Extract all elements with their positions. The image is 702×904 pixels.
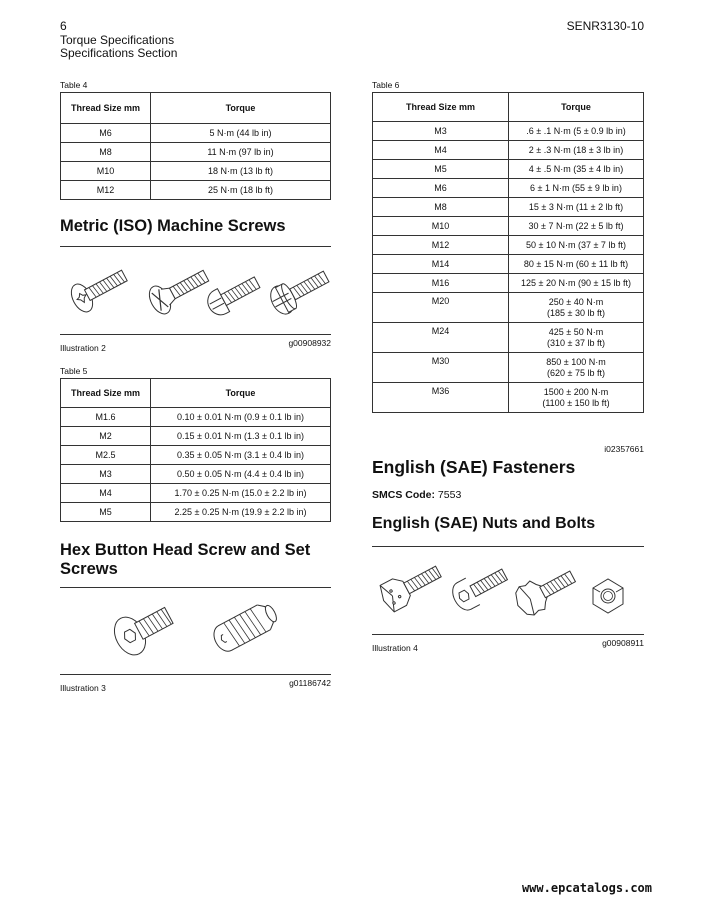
set-screw-icon bbox=[210, 599, 281, 655]
torque-cell: 50 ± 10 N·m (37 ± 7 lb ft) bbox=[509, 236, 644, 255]
table6-header-torque: Torque bbox=[509, 93, 644, 122]
table-row bbox=[373, 293, 644, 323]
table6-caption: Table 6 bbox=[372, 80, 400, 90]
torque-cell: 2 ± .3 N·m (18 ± 3 lb in) bbox=[509, 141, 644, 160]
thread-size-cell: M14 bbox=[373, 255, 509, 274]
thread-size-cell: M4 bbox=[61, 484, 151, 503]
thread-size-cell: M3 bbox=[61, 465, 151, 484]
thread-size-cell: M36 bbox=[373, 383, 509, 413]
table-row bbox=[373, 160, 644, 179]
watermark-link[interactable]: www.epcatalogs.com bbox=[521, 881, 652, 895]
torque-imperial: (310 ± 37 lb ft) bbox=[547, 337, 605, 348]
english-fasteners-heading: English (SAE) Fasteners bbox=[372, 457, 576, 477]
table-row bbox=[61, 465, 331, 484]
illustration-4-code: g00908911 bbox=[602, 638, 644, 648]
machine-screws-illustration bbox=[60, 258, 331, 334]
torque-cell: 1.70 ± 0.25 N·m (15.0 ± 2.2 lb in) bbox=[151, 484, 331, 503]
table5-caption: Table 5 bbox=[60, 366, 88, 376]
table-row bbox=[61, 181, 331, 200]
document-number: SENR3130-10 bbox=[566, 19, 644, 33]
smcs-code bbox=[372, 489, 461, 501]
english-section-ref-code: i02357661 bbox=[604, 444, 644, 454]
thread-size-cell: M8 bbox=[61, 143, 151, 162]
torque-cell bbox=[509, 353, 644, 383]
illustration-2-code: g00908932 bbox=[288, 338, 331, 348]
hex-button-illustration bbox=[60, 596, 331, 672]
torque-cell: 6 ± 1 N·m (55 ± 9 lb in) bbox=[509, 179, 644, 198]
thread-size-cell: M5 bbox=[373, 160, 509, 179]
torque-metric: 850 ± 100 N·m bbox=[546, 356, 606, 367]
torque-cell: 125 ± 20 N·m (90 ± 15 lb ft) bbox=[509, 274, 644, 293]
sae-fasteners-illustration bbox=[372, 556, 644, 632]
torque-cell: .6 ± .1 N·m (5 ± 0.9 lb in) bbox=[509, 122, 644, 141]
torque-cell: 4 ± .5 N·m (35 ± 4 lb in) bbox=[509, 160, 644, 179]
table5 bbox=[60, 378, 331, 522]
torque-metric: 425 ± 50 N·m bbox=[548, 326, 604, 337]
table4-caption: Table 4 bbox=[60, 80, 88, 90]
section-divider bbox=[60, 334, 331, 335]
torque-imperial: (620 ± 75 lb ft) bbox=[547, 367, 605, 378]
section-divider bbox=[60, 246, 331, 247]
thread-size-cell: M12 bbox=[61, 181, 151, 200]
slotted-cheese-head-screw-icon bbox=[266, 263, 331, 318]
table-row bbox=[61, 484, 331, 503]
thread-size-cell: M6 bbox=[373, 179, 509, 198]
torque-cell: 5 N·m (44 lb in) bbox=[151, 124, 331, 143]
torque-imperial: (1100 ± 150 lb ft) bbox=[542, 397, 610, 408]
illustration-2-caption: Illustration 2 bbox=[60, 343, 106, 353]
torque-cell: 30 ± 7 N·m (22 ± 5 lb ft) bbox=[509, 217, 644, 236]
torque-metric: 250 ± 40 N·m bbox=[548, 296, 604, 307]
phillips-flat-head-screw-icon bbox=[145, 262, 213, 317]
table6 bbox=[372, 92, 644, 413]
table-row bbox=[373, 383, 644, 413]
table-row bbox=[373, 353, 644, 383]
smcs-code-label: SMCS Code: bbox=[372, 489, 435, 501]
torque-cell bbox=[509, 323, 644, 353]
illustration-3-caption: Illustration 3 bbox=[60, 683, 106, 693]
table-row bbox=[373, 217, 644, 236]
section-divider bbox=[372, 634, 644, 635]
torque-metric: 1500 ± 200 N·m bbox=[543, 386, 609, 397]
table-row bbox=[373, 198, 644, 217]
section-divider bbox=[372, 546, 644, 547]
table-row bbox=[61, 162, 331, 181]
metric-machine-screws-heading: Metric (ISO) Machine Screws bbox=[60, 217, 286, 235]
torque-cell bbox=[509, 293, 644, 323]
table5-header-torque: Torque bbox=[151, 379, 331, 408]
thread-size-cell: M5 bbox=[61, 503, 151, 522]
table-row bbox=[373, 274, 644, 293]
torque-cell: 0.35 ± 0.05 N·m (3.1 ± 0.4 lb in) bbox=[151, 446, 331, 465]
header-subsection-title: Specifications Section bbox=[60, 46, 178, 60]
twelve-point-bolt-icon bbox=[510, 562, 580, 619]
thread-size-cell: M30 bbox=[373, 353, 509, 383]
hex-nut-icon bbox=[593, 579, 623, 613]
table4-header-torque: Torque bbox=[151, 93, 331, 124]
table-row bbox=[373, 141, 644, 160]
torque-cell: 80 ± 15 N·m (60 ± 11 lb ft) bbox=[509, 255, 644, 274]
torque-cell: 2.25 ± 0.25 N·m (19.9 ± 2.2 lb in) bbox=[151, 503, 331, 522]
hex-button-heading-line2: Screws bbox=[60, 560, 118, 578]
round-head-screw-icon bbox=[203, 271, 263, 319]
torque-cell: 0.10 ± 0.01 N·m (0.9 ± 0.1 lb in) bbox=[151, 408, 331, 427]
table4-header-thread-size: Thread Size mm bbox=[61, 93, 151, 124]
table-row bbox=[61, 446, 331, 465]
hex-button-heading-line1: Hex Button Head Screw and Set bbox=[60, 541, 311, 559]
thread-size-cell: M4 bbox=[373, 141, 509, 160]
torque-cell: 15 ± 3 N·m (11 ± 2 lb ft) bbox=[509, 198, 644, 217]
table-row bbox=[61, 427, 331, 446]
table-row bbox=[373, 236, 644, 255]
thread-size-cell: M3 bbox=[373, 122, 509, 141]
table-row bbox=[61, 408, 331, 427]
section-divider bbox=[60, 674, 331, 675]
table-row bbox=[61, 503, 331, 522]
thread-size-cell: M16 bbox=[373, 274, 509, 293]
table-row bbox=[373, 323, 644, 353]
thread-size-cell: M1.6 bbox=[61, 408, 151, 427]
torque-imperial: (185 ± 30 lb ft) bbox=[547, 307, 605, 318]
thread-size-cell: M6 bbox=[61, 124, 151, 143]
table-row bbox=[61, 143, 331, 162]
hex-head-bolt-icon bbox=[377, 558, 446, 614]
torque-cell: 0.15 ± 0.01 N·m (1.3 ± 0.1 lb in) bbox=[151, 427, 331, 446]
table-row bbox=[373, 179, 644, 198]
section-divider bbox=[60, 587, 331, 588]
thread-size-cell: M10 bbox=[61, 162, 151, 181]
table-row bbox=[61, 124, 331, 143]
illustration-4-caption: Illustration 4 bbox=[372, 643, 418, 653]
torque-cell bbox=[509, 383, 644, 413]
torque-cell: 0.50 ± 0.05 N·m (4.4 ± 0.4 lb in) bbox=[151, 465, 331, 484]
table4 bbox=[60, 92, 331, 200]
thread-size-cell: M2.5 bbox=[61, 446, 151, 465]
thread-size-cell: M20 bbox=[373, 293, 509, 323]
illustration-3-code: g01186742 bbox=[289, 678, 331, 688]
socket-head-cap-screw-icon bbox=[448, 561, 512, 614]
torque-cell: 18 N·m (13 lb ft) bbox=[151, 162, 331, 181]
thread-size-cell: M24 bbox=[373, 323, 509, 353]
header-section-title: Torque Specifications bbox=[60, 33, 175, 47]
table-row bbox=[373, 255, 644, 274]
hex-button-head-screw-icon bbox=[108, 598, 178, 661]
torx-pan-head-screw-icon bbox=[67, 262, 131, 315]
table5-header-thread-size: Thread Size mm bbox=[61, 379, 151, 408]
thread-size-cell: M12 bbox=[373, 236, 509, 255]
table-row bbox=[373, 122, 644, 141]
table6-header-thread-size: Thread Size mm bbox=[373, 93, 509, 122]
thread-size-cell: M10 bbox=[373, 217, 509, 236]
torque-cell: 25 N·m (18 lb ft) bbox=[151, 181, 331, 200]
page-number: 6 bbox=[60, 19, 67, 33]
torque-cell: 11 N·m (97 lb in) bbox=[151, 143, 331, 162]
thread-size-cell: M8 bbox=[373, 198, 509, 217]
smcs-code-value: 7553 bbox=[437, 489, 462, 501]
thread-size-cell: M2 bbox=[61, 427, 151, 446]
english-nuts-bolts-heading: English (SAE) Nuts and Bolts bbox=[372, 515, 596, 532]
